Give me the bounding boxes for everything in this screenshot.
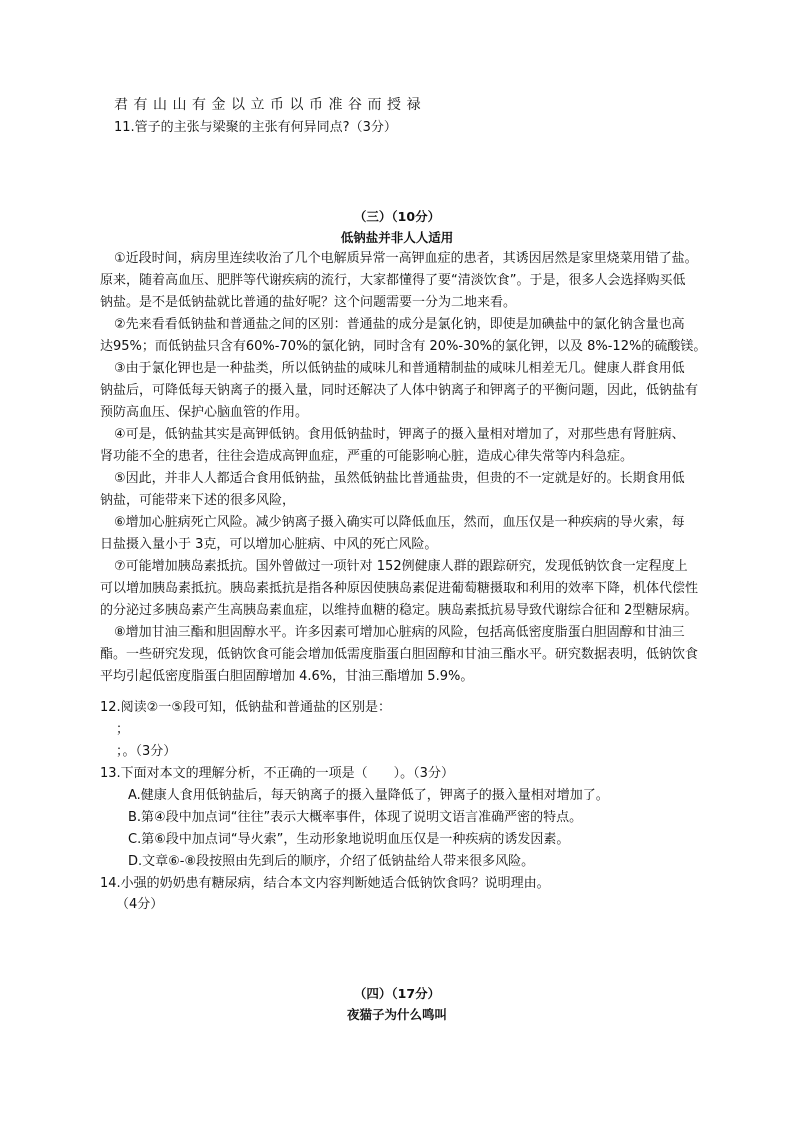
question-13: 13.下面对本文的理解分析，不正确的一项是（ ）。（3分）: [100, 766, 454, 781]
paragraph-line: 钠盐后，可降低每天钠离子的摄入量，同时还解决了人体中钠离子和钾离子的平衡问题，因此，低钠盐有: [100, 383, 699, 398]
character-sequence: 君有山山有金以立币以币准谷而授禄: [114, 97, 426, 113]
paragraph-line: ③由于氯化钾也是一种盐类，所以低钠盐的咸味儿和普通精制盐的咸味儿相差无几。健康人群食用低: [114, 361, 685, 376]
paragraph-line: ⑥增加心脏病死亡风险。减少钠离子摄入确实可以降低血压，然而，血压仅是一种疾病的导火索，每: [114, 515, 685, 530]
paragraph-line: 酯。一些研究发现，低钠饮食可能会增加低需度脂蛋白胆固醇和甘油三酯水平。研究数据表明，低钠饮食: [100, 647, 699, 662]
paragraph-line: 钠盐，可能带来下述的很多风险，: [100, 493, 296, 508]
paragraph-line: 肾功能不全的患者，往往会造成高钾血症，严重的可能影响心脏，造成心律失常等内科急症。: [100, 449, 634, 464]
paragraph-line: 钠盐。是不是低钠盐就比普通的盐好呢？这个问题需要一分为二地来看。: [100, 295, 517, 310]
section-3-heading: （三）（10分）: [353, 209, 441, 224]
option-d: D.文章⑥-⑧段按照由先到后的顺序，介绍了低钠盐给人带来很多风险。: [128, 854, 535, 869]
paragraph-line: 原来，随着高血压、肥胖等代谢疾病的流行，大家都懂得了要“清淡饮食”。于是，很多人会选择购买低: [100, 273, 686, 288]
option-b: B.第④段中加点词“往往”表示大概率事件，体现了说明文语言准确严密的特点。: [128, 810, 583, 825]
answer-blank: ；: [116, 722, 130, 737]
option-a: A.健康人食用低钠盐后，每天钠离子的摄入量降低了，钾离子的摄入量相对增加了。: [128, 788, 609, 803]
section-3-title: 低钠盐并非人人适用: [340, 230, 454, 245]
section-4-title: 夜猫子为什么鸣叫: [346, 1007, 447, 1022]
option-c: C.第⑥段中加点词“导火索”，生动形象地说明血压仅是一种疾病的诱发因素。: [128, 832, 570, 847]
paragraph-line: ⑦可能增加胰岛素抵抗。国外曾做过一项针对 152例健康人群的跟踪研究，发现低钠饮食一定程度上: [114, 559, 688, 574]
paragraph-line: ④可是，低钠盐其实是高钾低钠。食用低钠盐时，钾离子的摄入量相对增加了，对那些患有肾脏病、: [114, 427, 685, 442]
paragraph-line: 可以增加胰岛素抵抗。胰岛素抵抗是指各种原因使胰岛素促进葡萄糖摄取和利用的效率下降，机体代偿性: [100, 581, 699, 596]
paragraph-line: 的分泌过多胰岛素产生高胰岛素血症，以维持血糖的稳定。胰岛素抵抗易导致代谢综合征和 2型糖尿病。: [100, 603, 698, 618]
answer-blank: ；。（3分）: [116, 744, 177, 759]
paragraph-line: ①近段时间，病房里连续收治了几个电解质异常一高钾血症的患者，其诱因居然是家里烧菜用错了盐。: [114, 251, 698, 266]
paragraph-line: 平均引起低密度脂蛋白胆固醇增加 4.6%，甘油三酯增加 5.9%。: [100, 669, 474, 684]
section-4-heading: （四）（17分）: [353, 986, 441, 1001]
paragraph-line: 预防高血压、保护心脑血管的作用。: [100, 405, 309, 420]
question-14: 14.小强的奶奶患有糖尿病，结合本文内容判断她适合低钠饮食吗？说明理由。: [100, 876, 550, 891]
question-11: 11.管子的主张与梁聚的主张有何异同点?（3分）: [114, 120, 397, 135]
paragraph-line: ⑤因此，并非人人都适合食用低钠盐，虽然低钠盐比普通盐贵，但贵的不一定就是好的。长期食用低: [114, 471, 685, 486]
paragraph-line: 达95%；而低钠盐只含有60%-70%的氯化钠，同时含有 20%-30%的氯化钾，以及 8%-12%的硫酸镁。: [100, 339, 707, 354]
paragraph-line: 日盐摄入量小于 3克，可以增加心脏病、中风的死亡风险。: [100, 537, 438, 552]
question-12: 12.阅读②一⑤段可知，低钠盐和普通盐的区别是：: [100, 700, 391, 715]
question-14-score: （4分）: [116, 897, 164, 912]
paragraph-line: ②先来看看低钠盐和普通盐之间的区别：普通盐的成分是氯化钠，即使是加碘盐中的氯化钠含量也高: [114, 317, 685, 332]
paragraph-line: ⑧增加甘油三酯和胆固醇水平。许多因素可增加心脏病的风险，包括高低密度脂蛋白胆固醇和甘油三: [114, 625, 685, 640]
